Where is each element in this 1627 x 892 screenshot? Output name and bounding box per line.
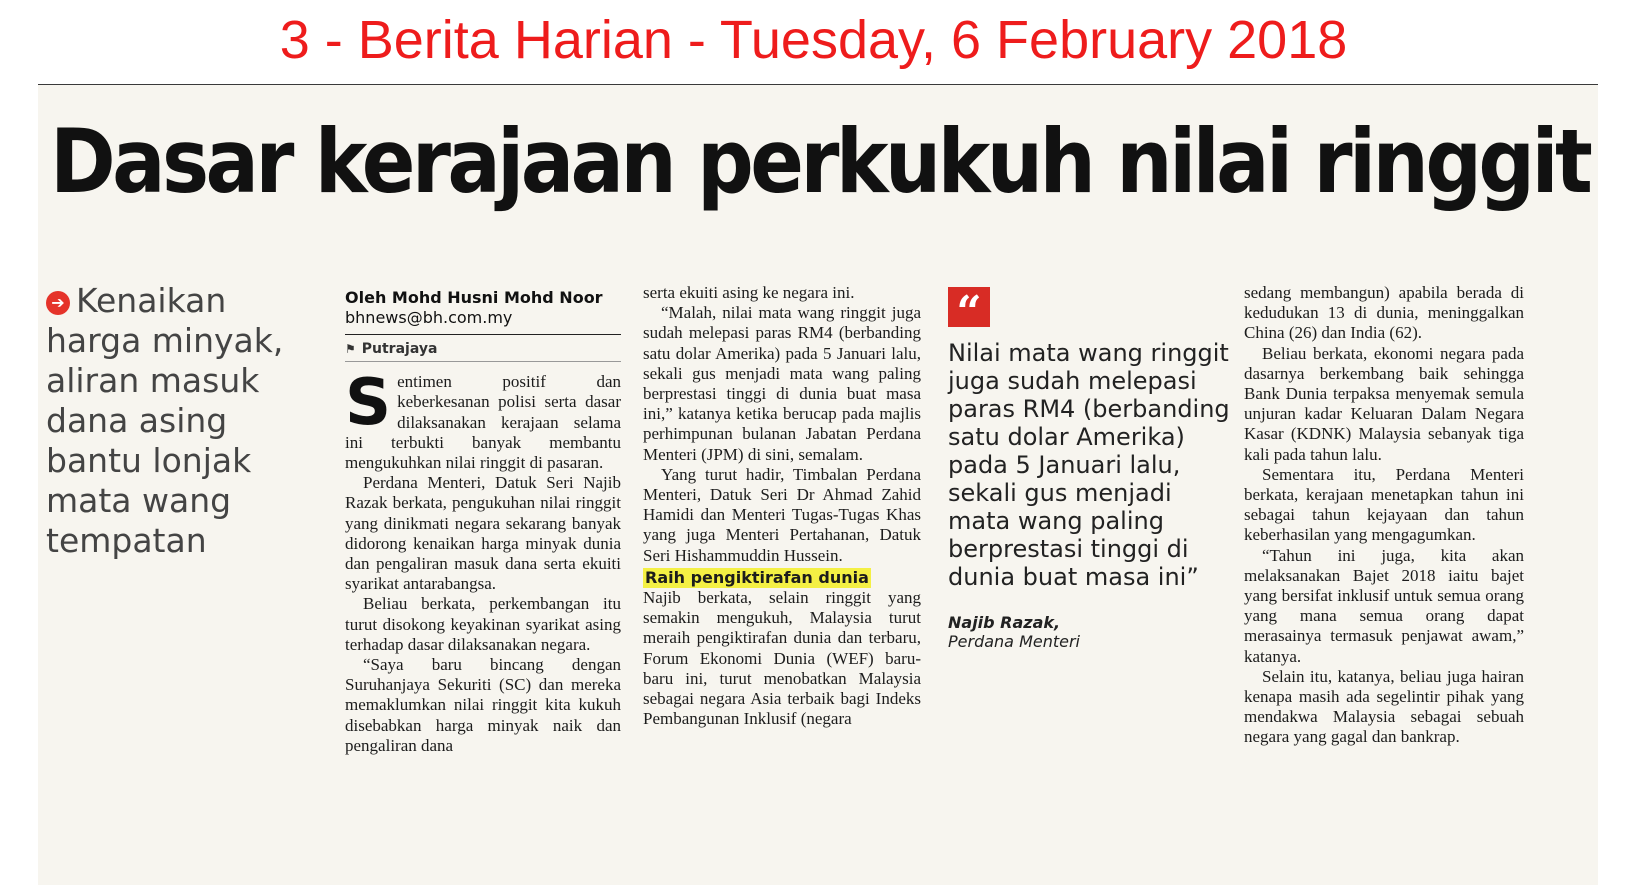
column-1 <box>345 288 621 756</box>
article-deck <box>46 281 331 561</box>
paragraph: Beliau berkata, ekonomi negara pada dasarnya berkembang baik sehingga Bank Dunia terpaksa menyemak semula unjuran kadar Keluaran Dalam Negara Kasar (KDNK) Malaysia sebanyak tiga kali pada tahun lalu. <box>1244 343 1524 464</box>
column-4 <box>1244 283 1524 748</box>
paragraph: Yang turut hadir, Timbalan Perdana Menteri, Datuk Seri Dr Ahmad Zahid Hamidi dan Menteri Tugas-Tugas Khas yang juga Menteri Pertahanan, Datuk Seri Hishammuddin Hussein. <box>643 464 921 565</box>
deck-text: Kenaikan harga minyak, aliran masuk dana asing bantu lonjak mata wang tempatan <box>46 281 284 560</box>
paragraph-text: entimen positif dan keberkesanan polisi serta dasar dilaksanakan kerajaan selama ini terbukti banyak membantu mengukuhkan nilai ringgit di pasaran. <box>345 372 621 473</box>
byline-email: bhnews@bh.com.my <box>345 308 513 327</box>
paragraph: Beliau berkata, perkembangan itu turut disokong keyakinan syarikat asing terhadap dasar dilaksanakan negara. <box>345 594 621 654</box>
pull-quote-text: Nilai mata wang ringgit juga sudah melepasi paras RM4 (berbanding satu dolar Amerika) pada 5 Januari lalu, sekali gus menjadi mata wang paling berprestasi tinggi di dunia buat masa ini” <box>948 339 1230 591</box>
pull-quote-role: Perdana Menteri <box>948 632 1080 651</box>
pull-quote-author: Najib Razak, <box>948 613 1061 632</box>
paragraph: “Saya baru bincang dengan Suruhanjaya Sekuriti (SC) dan mereka memaklumkan nilai ringgit kita kukuh disebabkan harga minyak naik dan pengaliran dana <box>345 655 621 755</box>
flag-icon: ⚑ <box>345 342 356 356</box>
pull-quote <box>948 287 1238 651</box>
newspaper-clipping <box>38 84 1598 885</box>
byline: Oleh Mohd Husni Mohd Noor <box>345 288 603 307</box>
paragraph: sedang membangun) apabila berada di kedudukan 13 di dunia, meninggalkan China (26) dan India (62). <box>1244 283 1524 343</box>
paragraph: Najib berkata, selain ringgit yang semakin mengukuh, Malaysia turut meraih pengiktirafan dunia dan terbaru, Forum Ekonomi Dunia (WEF) baru-baru ini, turut menobatkan Malaysia sebagai negara Asia terbaik bagi Indeks Pembangunan Inklusif (negara <box>643 588 921 729</box>
article-headline: Dasar kerajaan perkukuh nilai ringgit <box>50 110 1590 213</box>
clipping-header: 3 - Berita Harian - Tuesday, 6 February 2018 <box>279 10 1348 70</box>
dateline-location: Putrajaya <box>361 341 438 357</box>
paragraph <box>345 366 621 473</box>
paragraph: Perdana Menteri, Datuk Seri Najib Razak berkata, pengukuhan nilai ringgit yang dinikmati negara sekarang banyak didorong kenaikan harga minyak dunia dan pengaliran masuk dana serta ekuiti syarikat antarabangsa. <box>345 473 621 594</box>
section-subheading: Raih pengiktirafan dunia <box>645 567 869 587</box>
paragraph: Sementara itu, Perdana Menteri berkata, kerajaan menetapkan tahun ini sebagai tahun kejayaan dan tahun keberhasilan yang mengagumkan. <box>1244 464 1524 545</box>
paragraph: serta ekuiti asing ke negara ini. <box>643 283 855 302</box>
drop-cap: S <box>345 366 392 441</box>
arrow-bullet-icon: ➔ <box>46 291 70 315</box>
paragraph: Selain itu, katanya, beliau juga hairan kenapa masih ada segelintir pihak yang mendakwa Malaysia sebagai sebuah negara yang gagal dan bankrap. <box>1244 666 1524 747</box>
paragraph: “Tahun ini juga, kita akan melaksanakan Bajet 2018 iaitu bajet yang bersifat inklusif untuk semua orang yang mana semua orang dapat merasainya termasuk penjawat awam,” katanya. <box>1244 545 1524 666</box>
column-2 <box>643 283 921 729</box>
dateline <box>345 334 621 362</box>
quote-icon: “ <box>948 287 990 327</box>
paragraph: “Malah, nilai mata wang ringgit juga sudah melepasi paras RM4 (berbanding satu dolar Amerika) pada 5 Januari lalu, sekali gus menjadi mata wang paling berprestasi tinggi di dunia buat masa ini,” katanya ketika berucap pada majlis perhimpunan bulanan Jabatan Perdana Menteri (JPM) di sini, semalam. <box>643 303 921 464</box>
